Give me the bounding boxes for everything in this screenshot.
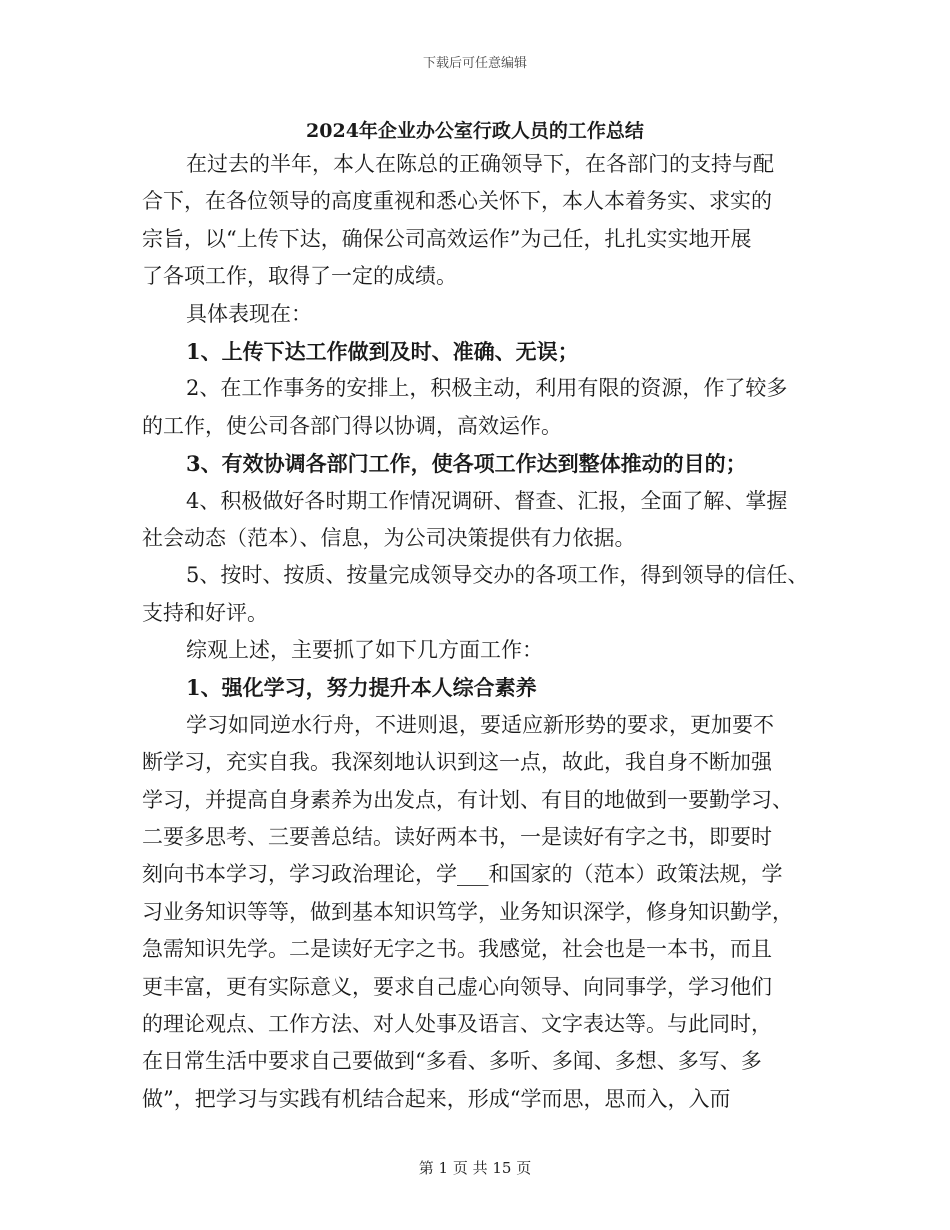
paragraph-line: 学习，并提高自身素养为出发点，有计划、有目的地做到一要勤学习、 (142, 787, 793, 812)
paragraph-line: 合下，在各位领导的高度重视和悉心关怀下，本人本着务实、求实的 (142, 189, 772, 214)
paragraph-line: 了各项工作，取得了一定的成绩。 (142, 264, 457, 289)
paragraph-line: 宗旨，以“上传下达，确保公司高效运作”为己任，扎扎实实地开展 (142, 226, 752, 251)
document-body (142, 146, 814, 1118)
paragraph-line: 做”，把学习与实践有机结合起来，形成“学而思，思而入，入而 (142, 1086, 731, 1111)
document-title: 2024年企业办公室行政人员的工作总结 (306, 120, 644, 142)
section-heading-line: 1、强化学习，努力提升本人综合素养 (186, 675, 537, 701)
paragraph-line: 具体表现在： (186, 301, 312, 326)
section-heading-line: 3、有效协调各部门工作，使各项工作达到整体推动的目的； (186, 451, 747, 477)
paragraph-line: 综观上述，主要抓了如下几方面工作： (186, 638, 543, 663)
section-heading-line: 1、上传下达工作做到及时、准确、无误； (186, 338, 579, 364)
paragraph-line: 5、按时、按质、按量完成领导交办的各项工作，得到领导的信任、 (186, 563, 809, 588)
paragraph-line: 急需知识先学。二是读好无字之书。我感觉，社会也是一本书，而且 (142, 937, 772, 962)
paragraph-line: 学习如同逆水行舟，不进则退，要适应新形势的要求，更加要不 (186, 712, 774, 737)
paragraph-line: 习业务知识等等，做到基本知识笃学，业务知识深学，修身知识勤学， (142, 899, 793, 924)
page-header: 下载后可任意编辑 (422, 56, 527, 71)
paragraph-line: 的工作，使公司各部门得以协调，高效运作。 (142, 413, 562, 438)
paragraph-line: 在日常生活中要求自己要做到“多看、多听、多闻、多想、多写、多 (142, 1049, 762, 1074)
paragraph-line: 二要多思考、三要善总结。读好两本书，一是读好有字之书，即要时 (142, 825, 772, 850)
paragraph-line: 支持和好评。 (142, 600, 268, 625)
paragraph-line: 的理论观点、工作方法、对人处事及语言、文字表达等。与此同时， (142, 1011, 772, 1036)
page-footer: 第 1 页 共 15 页 (418, 1159, 532, 1177)
paragraph-line: 断学习，充实自我。我深刻地认识到这一点，故此，我自身不断加强 (142, 750, 772, 775)
paragraph-line: 4、积极做好各时期工作情况调研、督查、汇报，全面了解、掌握 (186, 488, 788, 513)
paragraph-line: 2、在工作事务的安排上，积极主动，利用有限的资源，作了较多 (186, 376, 788, 401)
paragraph-line: 社会动态（范本）、信息，为公司决策提供有力依据。 (142, 525, 636, 550)
paragraph-line: 在过去的半年，本人在陈总的正确领导下，在各部门的支持与配 (186, 152, 774, 176)
paragraph-line: 刻向书本学习，学习政治理论，学___和国家的（范本）政策法规，学 (142, 862, 783, 887)
paragraph-line: 更丰富，更有实际意义，要求自己虚心向领导、向同事学，学习他们 (142, 974, 772, 999)
